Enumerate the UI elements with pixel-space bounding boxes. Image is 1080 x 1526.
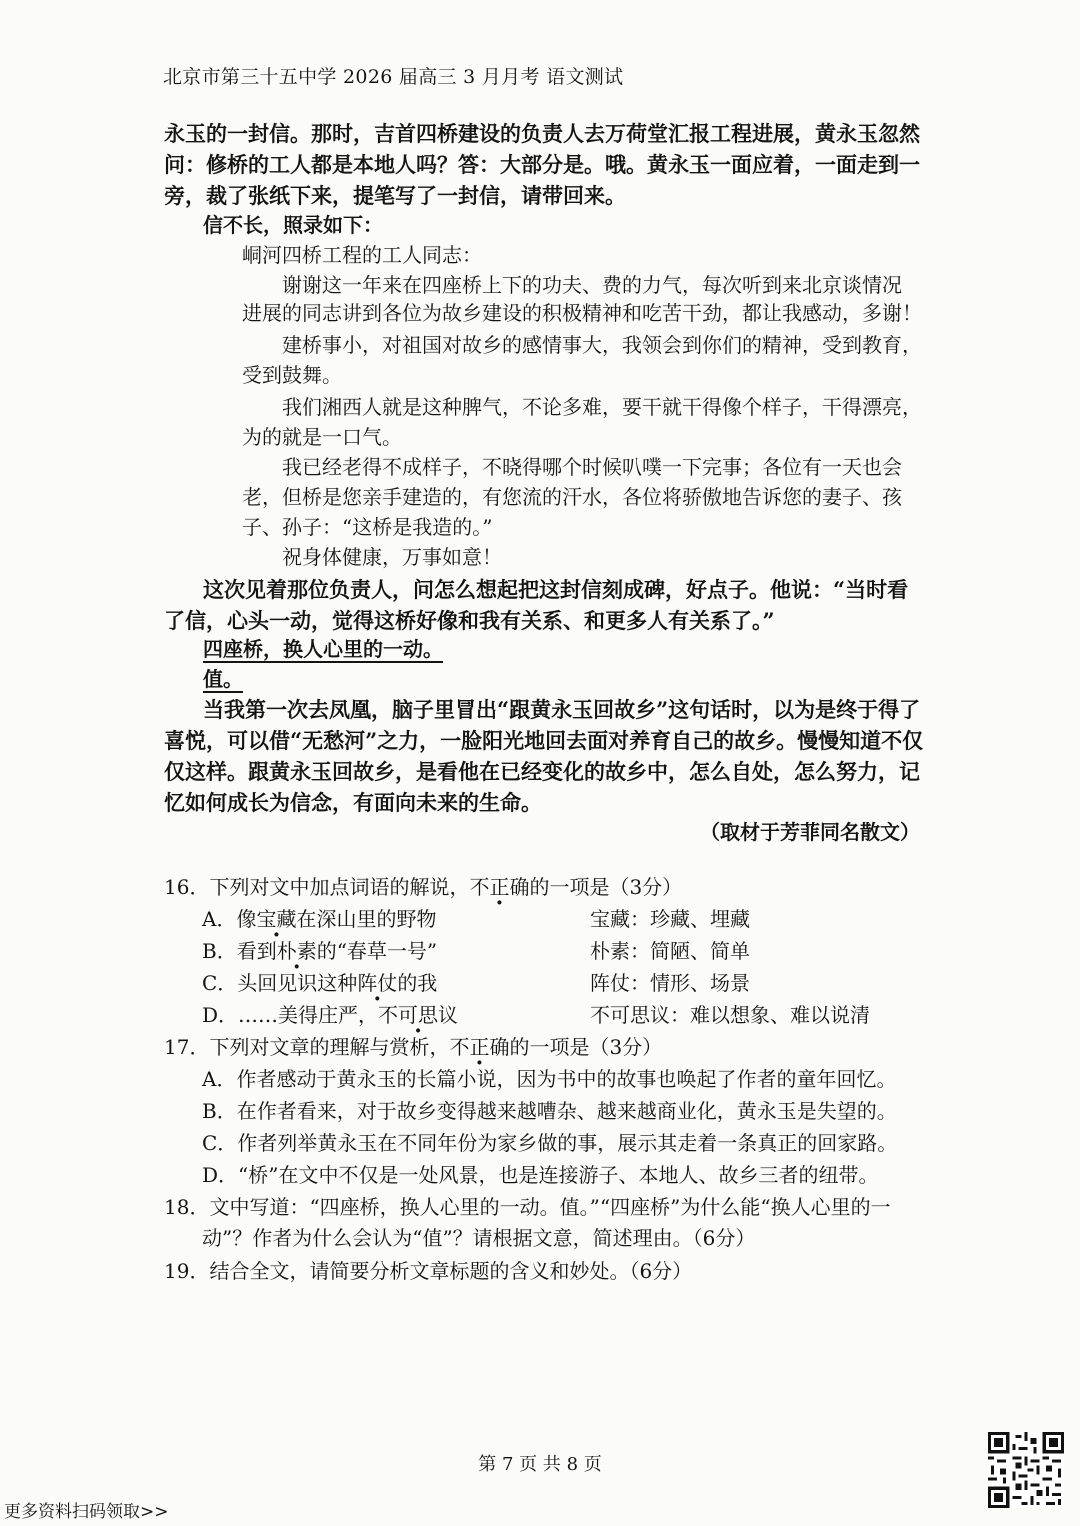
- more-resources-link[interactable]: 更多资料扫码领取>>: [4, 1502, 169, 1522]
- question-17-option-a: A．作者感动于黄永玉的长篇小说，因为书中的故事也唤起了作者的童年回忆。: [202, 1067, 897, 1091]
- letter-line: 为的就是一口气。: [242, 425, 402, 449]
- letter-line: 老，但桥是您亲手建造的，有您流的汗水，各位将骄傲地告诉您的妻子、孩: [242, 485, 902, 509]
- question-16-option-b: B．看到朴素的“春草一号”: [202, 939, 438, 963]
- letter-line: 建桥事小，对祖国对故乡的感情事大，我领会到你们的精神，受到教育，: [282, 333, 922, 357]
- question-17-option-c: C．作者列举黄永玉在不同年份为家乡做的事，展示其走着一条真正的回家路。: [202, 1131, 898, 1155]
- letter-line: 我已经老得不成样子，不晓得哪个时候叭噗一下完事；各位有一天也会: [282, 455, 902, 479]
- question-16-option-d-explanation: 不可思议：难以想象、难以说清: [590, 1003, 870, 1027]
- question-16-option-a-explanation: 宝藏：珍藏、埋藏: [590, 907, 750, 931]
- letter-closing: 祝身体健康，万事如意！: [282, 545, 502, 569]
- passage-paragraph-6: 当我第一次去凤凰，脑子里冒出“跟黄永玉回故乡”这句话时，以为是终于得了喜悦，可以借“无愁河”之力，一脸阳光地回去面对养育自己的故乡。慢慢知道不仅仅这样。跟黄永玉回故乡，是看他在已经变化的故乡中，怎么自处，怎么努力，记忆如何成长为信念，有面向未来的生命。: [164, 697, 924, 815]
- question-16-option-b-explanation: 朴素：简陋、简单: [590, 939, 750, 963]
- passage-source: （取材于芳菲同名散文）: [700, 820, 920, 844]
- page-number: 第 7 页 共 8 页: [478, 1454, 602, 1475]
- passage-paragraph-5: 值。: [203, 667, 243, 691]
- exam-header: 北京市第三十五中学 2026 届高三 3 月月考 语文测试: [163, 66, 624, 88]
- question-17: 17．下列对文章的理解与赏析，不正确的一项是（3分）: [164, 1035, 663, 1059]
- question-16-option-c-explanation: 阵仗：情形、场景: [590, 971, 750, 995]
- question-17-option-d: D．“桥”在文中不仅是一处风景，也是连接游子、本地人、故乡三者的纽带。: [202, 1163, 879, 1187]
- question-19: 19．结合全文，请简要分析文章标题的含义和妙处。（6分）: [164, 1259, 693, 1283]
- question-16: 16．下列对文中加点词语的解说，不正确的一项是（3分）: [164, 875, 683, 899]
- passage-paragraph-2: 信不长，照录如下：: [203, 213, 383, 237]
- question-16-option-c: C．头回见识这种阵仗的我: [202, 971, 438, 995]
- question-18-line-2: 动”？作者为什么会认为“值”？请根据文意，简述理由。（6分）: [202, 1226, 756, 1250]
- letter-line: 谢谢这一年来在四座桥上下的功夫、费的力气，每次听到来北京谈情况: [282, 273, 902, 297]
- letter-line: 子、孙子：“这桥是我造的。”: [242, 515, 493, 539]
- letter-salutation: 峒河四桥工程的工人同志：: [242, 243, 482, 267]
- qr-code-icon[interactable]: [988, 1432, 1064, 1508]
- letter-line: 进展的同志讲到各位为故乡建设的积极精神和吃苦干劲，都让我感动，多谢！: [242, 301, 922, 325]
- passage-paragraph-4: 四座桥，换人心里的一动。: [203, 637, 443, 661]
- question-16-option-a: A．像宝藏在深山里的野物: [202, 907, 437, 931]
- passage-paragraph-1: 永玉的一封信。那时，吉首四桥建设的负责人去万荷堂汇报工程进展，黄永玉忽然问：修桥的工人都是本地人吗？答：大部分是。哦。黄永玉一面应着，一面走到一旁，裁了张纸下来，提笔写了一封信，请带回来。: [164, 121, 920, 208]
- letter-line: 受到鼓舞。: [242, 363, 342, 387]
- question-16-option-d: D．……美得庄严，不可思议: [202, 1003, 459, 1027]
- question-17-option-b: B．在作者看来，对于故乡变得越来越嘈杂、越来越商业化，黄永玉是失望的。: [202, 1099, 897, 1123]
- letter-line: 我们湘西人就是这种脾气，不论多难，要干就干得像个样子，干得漂亮，: [282, 395, 922, 419]
- passage-paragraph-3: 这次见着那位负责人，问怎么想起把这封信刻成碑，好点子。他说：“当时看了信，心头一动，觉得这桥好像和我有关系、和更多人有关系了。”: [164, 577, 909, 633]
- question-18-line-1: 18．文中写道：“四座桥，换人心里的一动。值。”“四座桥”为什么能“换人心里的一: [164, 1195, 891, 1219]
